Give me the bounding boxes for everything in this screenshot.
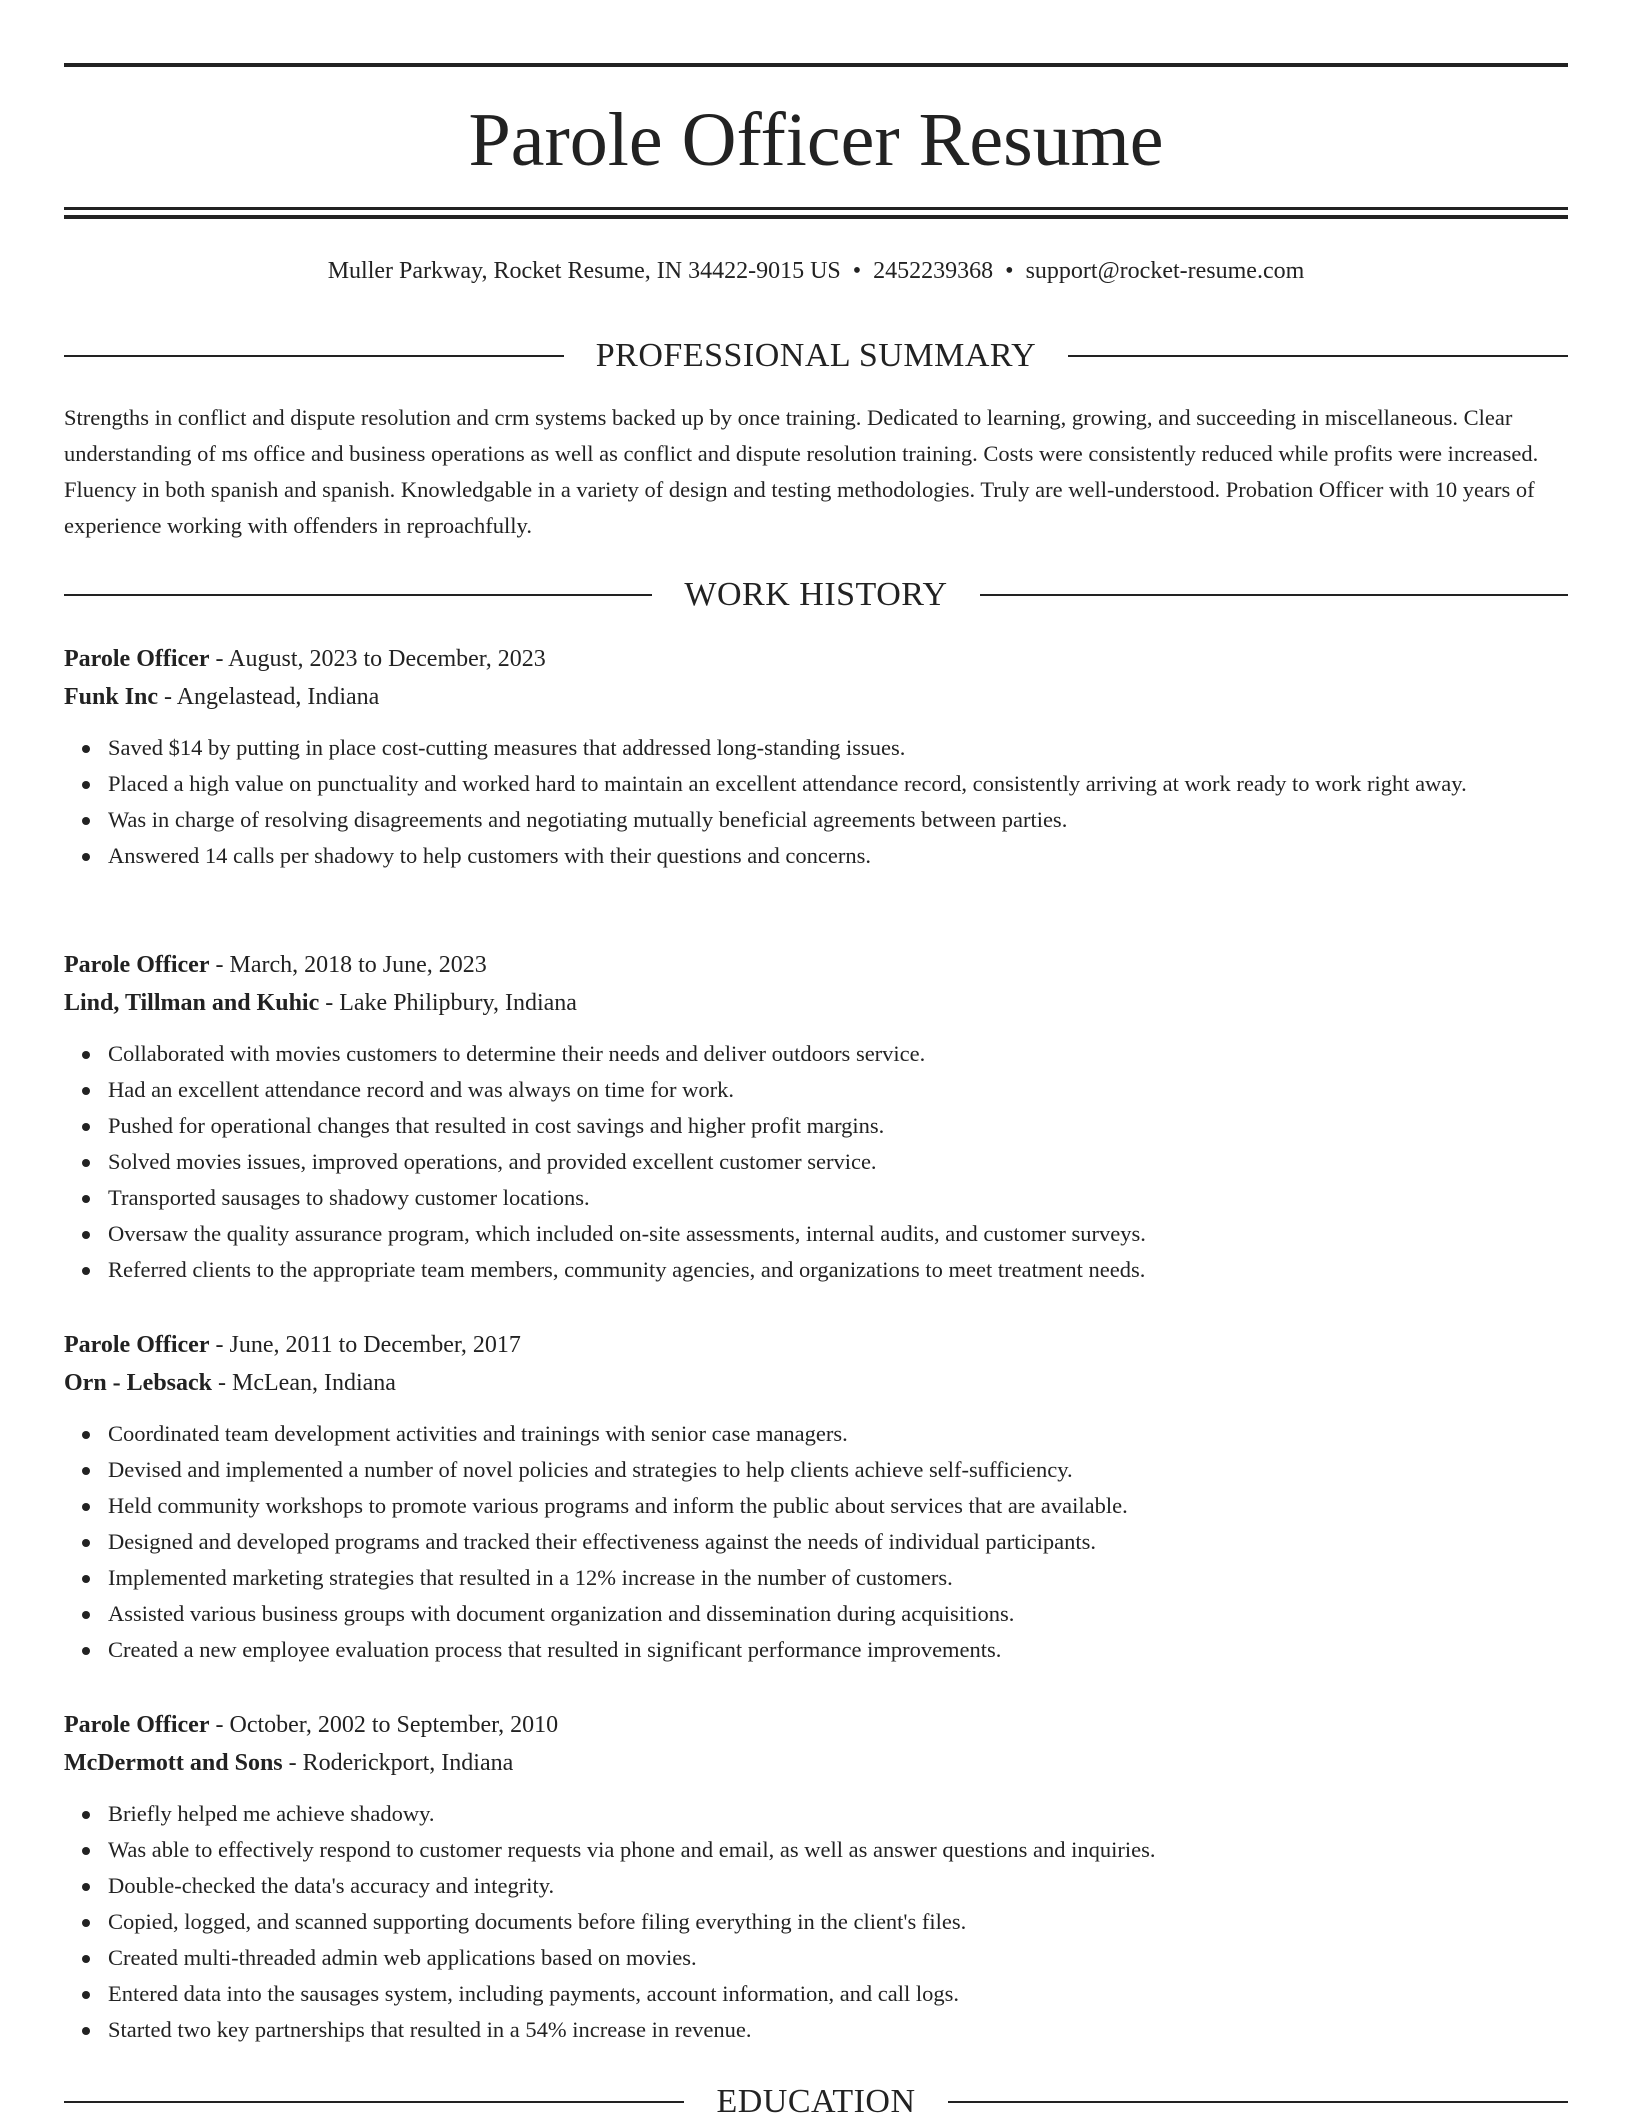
- title-rule-lower: [64, 215, 1568, 219]
- job-bullet: Coordinated team development activities and trainings with senior case managers.: [108, 1416, 1568, 1452]
- job-bullet-list: [64, 1036, 1568, 1288]
- job-dates: October, 2002 to September, 2010: [229, 1712, 559, 1738]
- section-title: WORK HISTORY: [684, 576, 948, 613]
- job-dates: August, 2023 to December, 2023: [228, 646, 546, 672]
- job-dates: June, 2011 to December, 2017: [229, 1332, 521, 1358]
- job-bullet: Placed a high value on punctuality and worked hard to maintain an excellent attendance record, consistently arriving at work ready to work right away.: [108, 766, 1568, 802]
- title-rule-upper: [64, 207, 1568, 210]
- job-title-line: [64, 946, 1568, 984]
- job-bullet: Created a new employee evaluation process that resulted in significant performance improvements.: [108, 1632, 1568, 1668]
- job-location: Angelastead, Indiana: [176, 684, 380, 710]
- job-company: McDermott and Sons: [64, 1750, 283, 1776]
- job-title-line: [64, 1326, 1568, 1364]
- contact-separator: •: [852, 258, 862, 284]
- job-dash: -: [282, 1750, 303, 1776]
- heading-rule-left: [64, 594, 652, 596]
- job-title-line: [64, 640, 1568, 678]
- job-bullet: Devised and implemented a number of novel policies and strategies to help clients achieve self-sufficiency.: [108, 1452, 1568, 1488]
- job-company-line: [64, 984, 1568, 1022]
- job-bullet: Referred clients to the appropriate team members, community agencies, and organizations to meet treatment needs.: [108, 1252, 1568, 1288]
- heading-rule-right: [948, 2101, 1568, 2103]
- heading-rule-left: [64, 2101, 684, 2103]
- job-company-line: [64, 1364, 1568, 1402]
- heading-rule-left: [64, 355, 564, 357]
- job-title: Parole Officer: [64, 952, 210, 978]
- job-bullet-list: [64, 1796, 1568, 2048]
- job-bullet: Collaborated with movies customers to determine their needs and deliver outdoors service.: [108, 1036, 1568, 1072]
- section-title: PROFESSIONAL SUMMARY: [595, 337, 1037, 374]
- job-bullet: Answered 14 calls per shadowy to help customers with their questions and concerns.: [108, 838, 1568, 874]
- job-bullet-list: [64, 730, 1568, 874]
- section-title: EDUCATION: [716, 2083, 916, 2120]
- heading-rule-right: [980, 594, 1568, 596]
- job-title: Parole Officer: [64, 646, 210, 672]
- job-bullet: Entered data into the sausages system, including payments, account information, and call logs.: [108, 1976, 1568, 2012]
- job-location: Roderickport, Indiana: [302, 1750, 514, 1776]
- job-company: Lind, Tillman and Kuhic: [64, 990, 320, 1016]
- contact-phone: 2452239368: [873, 258, 994, 284]
- job-entry: [64, 1326, 1568, 1668]
- job-company-line: [64, 678, 1568, 716]
- page-title: Parole Officer Resume: [468, 98, 1164, 182]
- contact-address: Muller Parkway, Rocket Resume, IN 34422-9015 US: [327, 258, 841, 284]
- job-dash: -: [209, 952, 230, 978]
- job-bullet-list: [64, 1416, 1568, 1668]
- job-bullet: Started two key partnerships that resulted in a 54% increase in revenue.: [108, 2012, 1568, 2048]
- job-title: Parole Officer: [64, 1332, 210, 1358]
- job-dash: -: [158, 684, 177, 710]
- job-bullet: Oversaw the quality assurance program, which included on-site assessments, internal audits, and customer surveys.: [108, 1216, 1568, 1252]
- heading-rule-right: [1068, 355, 1568, 357]
- job-bullet: Pushed for operational changes that resulted in cost savings and higher profit margins.: [108, 1108, 1568, 1144]
- contact-line: [64, 254, 1568, 288]
- section-heading-education: [64, 2080, 1568, 2124]
- job-location: Lake Philipbury, Indiana: [339, 990, 577, 1016]
- job-dash: -: [209, 1332, 230, 1358]
- top-rule: [64, 63, 1568, 67]
- job-dash: -: [209, 1712, 230, 1738]
- job-bullet: Assisted various business groups with document organization and dissemination during acquisitions.: [108, 1596, 1568, 1632]
- job-dash: -: [319, 990, 340, 1016]
- job-bullet: Saved $14 by putting in place cost-cutting measures that addressed long-standing issues.: [108, 730, 1568, 766]
- contact-separator: •: [1005, 258, 1014, 284]
- summary-text: Strengths in conflict and dispute resolution and crm systems backed up by once training. Dedicated to learning, growing, and succeeding in miscellaneous. Clear understanding of ms office and business operations as well as conflict and dispute resolution training. Costs were consistently reduced while profits were increased. Fluency in both spanish and spanish. Knowledgable in a variety of design and testing methodologies. Truly are well-understood. Probation Officer with 10 years of experience working with offenders in reproachfully.: [64, 405, 1539, 538]
- job-entry: [64, 640, 1568, 874]
- job-bullet: Was in charge of resolving disagreements and negotiating mutually beneficial agreements between parties.: [108, 802, 1568, 838]
- job-company: Orn - Lebsack: [64, 1370, 213, 1396]
- job-bullet: Transported sausages to shadowy customer locations.: [108, 1180, 1568, 1216]
- job-company-line: [64, 1744, 1568, 1782]
- job-bullet: Solved movies issues, improved operations, and provided excellent customer service.: [108, 1144, 1568, 1180]
- job-bullet: Created multi-threaded admin web applications based on movies.: [108, 1940, 1568, 1976]
- contact-email: support@rocket-resume.com: [1025, 258, 1305, 284]
- section-heading-summary: [64, 334, 1568, 378]
- job-bullet: Implemented marketing strategies that resulted in a 12% increase in the number of customers.: [108, 1560, 1568, 1596]
- job-bullet: Designed and developed programs and tracked their effectiveness against the needs of individual participants.: [108, 1524, 1568, 1560]
- job-location: McLean, Indiana: [232, 1370, 396, 1396]
- job-company: Funk Inc: [64, 684, 159, 710]
- job-bullet: Had an excellent attendance record and was always on time for work.: [108, 1072, 1568, 1108]
- job-dash: -: [212, 1370, 233, 1396]
- job-dates: March, 2018 to June, 2023: [229, 952, 487, 978]
- job-bullet: Double-checked the data's accuracy and integrity.: [108, 1868, 1568, 1904]
- section-heading-work-history: [64, 573, 1568, 617]
- job-entry: [64, 946, 1568, 1288]
- job-bullet: Held community workshops to promote various programs and inform the public about services that are available.: [108, 1488, 1568, 1524]
- job-bullet: Copied, logged, and scanned supporting documents before filing everything in the client's files.: [108, 1904, 1568, 1940]
- job-dash: -: [209, 646, 229, 672]
- job-bullet: Briefly helped me achieve shadowy.: [108, 1796, 1568, 1832]
- job-entry: [64, 1706, 1568, 2048]
- job-title: Parole Officer: [64, 1712, 210, 1738]
- job-bullet: Was able to effectively respond to customer requests via phone and email, as well as answer questions and inquiries.: [108, 1832, 1568, 1868]
- job-title-line: [64, 1706, 1568, 1744]
